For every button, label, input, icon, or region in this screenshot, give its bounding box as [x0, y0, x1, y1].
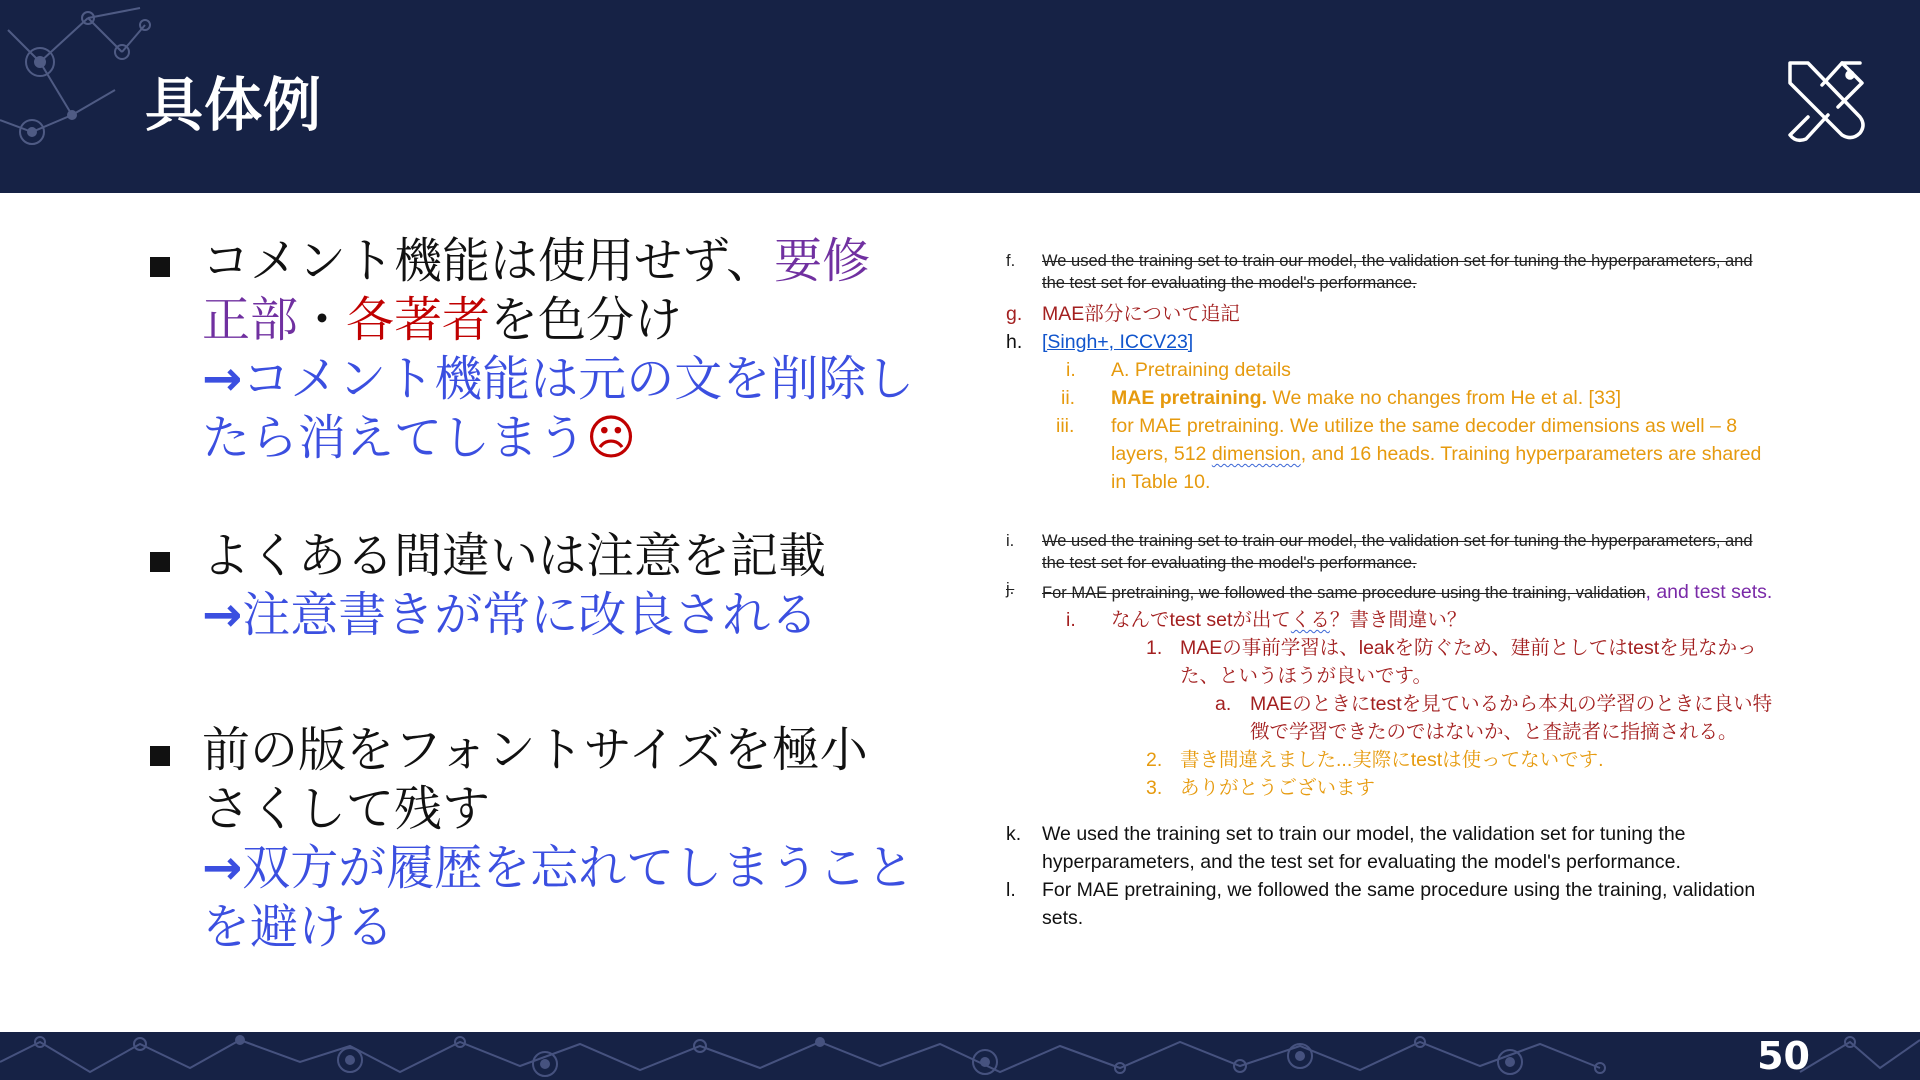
list-text: For MAE pretraining, we followed the same procedure using the training, validation sets.	[1042, 879, 1756, 929]
list-marker: i.	[1066, 609, 1076, 631]
list-text: なんでtest setが出て	[1111, 609, 1291, 631]
arrow-right-icon: →	[202, 351, 243, 407]
list-item-l	[1006, 876, 1776, 932]
bullet-1-note-text: コメント機能は元の文を削除したら消えてしまう	[202, 351, 915, 466]
list-marker: i.	[1066, 359, 1076, 381]
bullet-square-icon	[150, 746, 170, 766]
bullet-2-note	[202, 586, 915, 645]
bullet-list	[145, 232, 915, 957]
bullet-3-note	[202, 839, 915, 957]
list-item-h	[1006, 328, 1776, 356]
bullet-item-2	[145, 527, 915, 645]
slide-footer	[0, 1032, 1920, 1080]
list-item-g	[1006, 300, 1776, 328]
bullet-1-tail: を色分け	[490, 292, 683, 348]
list-marker: a.	[1215, 693, 1232, 715]
slide-header	[0, 0, 1920, 193]
slide-title: 具体例	[145, 71, 323, 139]
arrow-right-icon: →	[202, 587, 243, 643]
list-marker: 1.	[1146, 637, 1163, 659]
list-marker: h.	[1006, 331, 1023, 353]
highlight-purple-text: 要修正部	[202, 233, 871, 348]
list-marker: 2.	[1146, 749, 1163, 771]
struck-text: We used the training set to train our model, the validation set for tuning the hyperparameters, and the test set for evaluating the model's performance.	[1042, 532, 1753, 572]
struck-text: For MAE pretraining, we followed the same procedure using the training, validation	[1042, 584, 1646, 602]
list-text: MAEの事前学習は、leakを防ぐため、建前としてはtestを見なかった、というほうが良いです。	[1180, 637, 1757, 687]
list-item-j	[1006, 578, 1776, 606]
list-marker: i.	[1006, 532, 1015, 550]
list-marker: j.	[1006, 580, 1015, 598]
bullet-item-3	[145, 721, 915, 957]
arrow-right-icon: →	[202, 840, 243, 896]
added-text: , and test sets.	[1645, 581, 1773, 603]
spellcheck-word: dimension	[1211, 443, 1301, 465]
list-item-f	[1006, 250, 1776, 294]
list-item-h-i	[1006, 356, 1776, 384]
bold-text: MAE pretraining.	[1111, 387, 1268, 409]
list-item-h-iii	[1006, 412, 1776, 496]
list-item-j-3	[1006, 774, 1776, 802]
logo-icon	[1780, 55, 1870, 145]
bullet-1-note	[202, 350, 915, 468]
list-item-k	[1006, 820, 1776, 876]
list-marker: k.	[1006, 823, 1022, 845]
list-item-j-1	[1006, 634, 1776, 690]
list-marker: ii.	[1061, 387, 1076, 409]
list-item-h-ii	[1006, 384, 1776, 412]
list-marker: iii.	[1056, 415, 1075, 437]
list-item-i	[1006, 530, 1776, 574]
struck-text: We used the training set to train our model, the validation set for tuning the hyperparameters, and the test set for evaluating the model's performance.	[1042, 252, 1753, 292]
list-item-j-2	[1006, 746, 1776, 774]
bullet-2-note-text: 注意書きが常に改良される	[242, 587, 819, 643]
list-text: A. Pretraining details	[1111, 359, 1291, 381]
citation-link[interactable]: [Singh+, ICCV23]	[1042, 331, 1194, 353]
list-text: We make no changes from He et al. [33]	[1267, 387, 1622, 409]
list-item-j-i	[1006, 606, 1776, 634]
list-item-j-a	[1006, 690, 1776, 746]
bullet-1-part: コメント機能は使用せず、	[202, 233, 775, 289]
list-text: , and 16 heads. Training hyperparameters are shared in Table 10.	[1111, 443, 1762, 493]
bullet-1-text	[202, 232, 915, 350]
list-marker: l.	[1006, 879, 1016, 901]
network-decoration	[0, 1032, 1920, 1080]
bullet-3-note-text: 双方が履歴を忘れてしまうことを避ける	[202, 840, 915, 955]
bullet-square-icon	[150, 552, 170, 572]
page-number: 50	[1757, 1034, 1810, 1078]
list-text: We used the training set to train our model, the validation set for tuning the hyperparameters, and the test set for evaluating the model's performance.	[1042, 823, 1686, 873]
list-marker: 3.	[1146, 777, 1163, 799]
list-text: 書き間違えました...実際にtestは使ってないです.	[1180, 749, 1604, 771]
bullet-2-text: よくある間違いは注意を記載	[202, 528, 827, 584]
list-text: for MAE pretraining. We utilize the same decoder dimensions as well – 8 layers, 512	[1111, 415, 1738, 465]
bullet-square-icon	[150, 257, 170, 277]
list-marker: g.	[1006, 303, 1023, 325]
bullet-3-text: 前の版をフォントサイズを極小さくして残す	[202, 722, 868, 837]
list-marker: f.	[1006, 252, 1016, 270]
bullet-item-1	[145, 232, 915, 468]
document-excerpt	[1006, 250, 1776, 932]
highlight-red-text: 各著者	[346, 292, 491, 348]
list-text: ？書き間違い？	[1329, 609, 1467, 631]
list-text: MAE部分について追記	[1042, 303, 1240, 325]
list-text: ありがとうございます	[1180, 777, 1376, 799]
list-text: MAEのときにtestを見ているから本丸の学習のときに良い特徴で学習できたのではないか、と査読者に指摘される。	[1250, 693, 1773, 743]
spellcheck-word: くる	[1290, 609, 1330, 631]
bullet-1-separator: ・	[298, 292, 347, 348]
frown-face-icon: ☹	[586, 410, 637, 466]
